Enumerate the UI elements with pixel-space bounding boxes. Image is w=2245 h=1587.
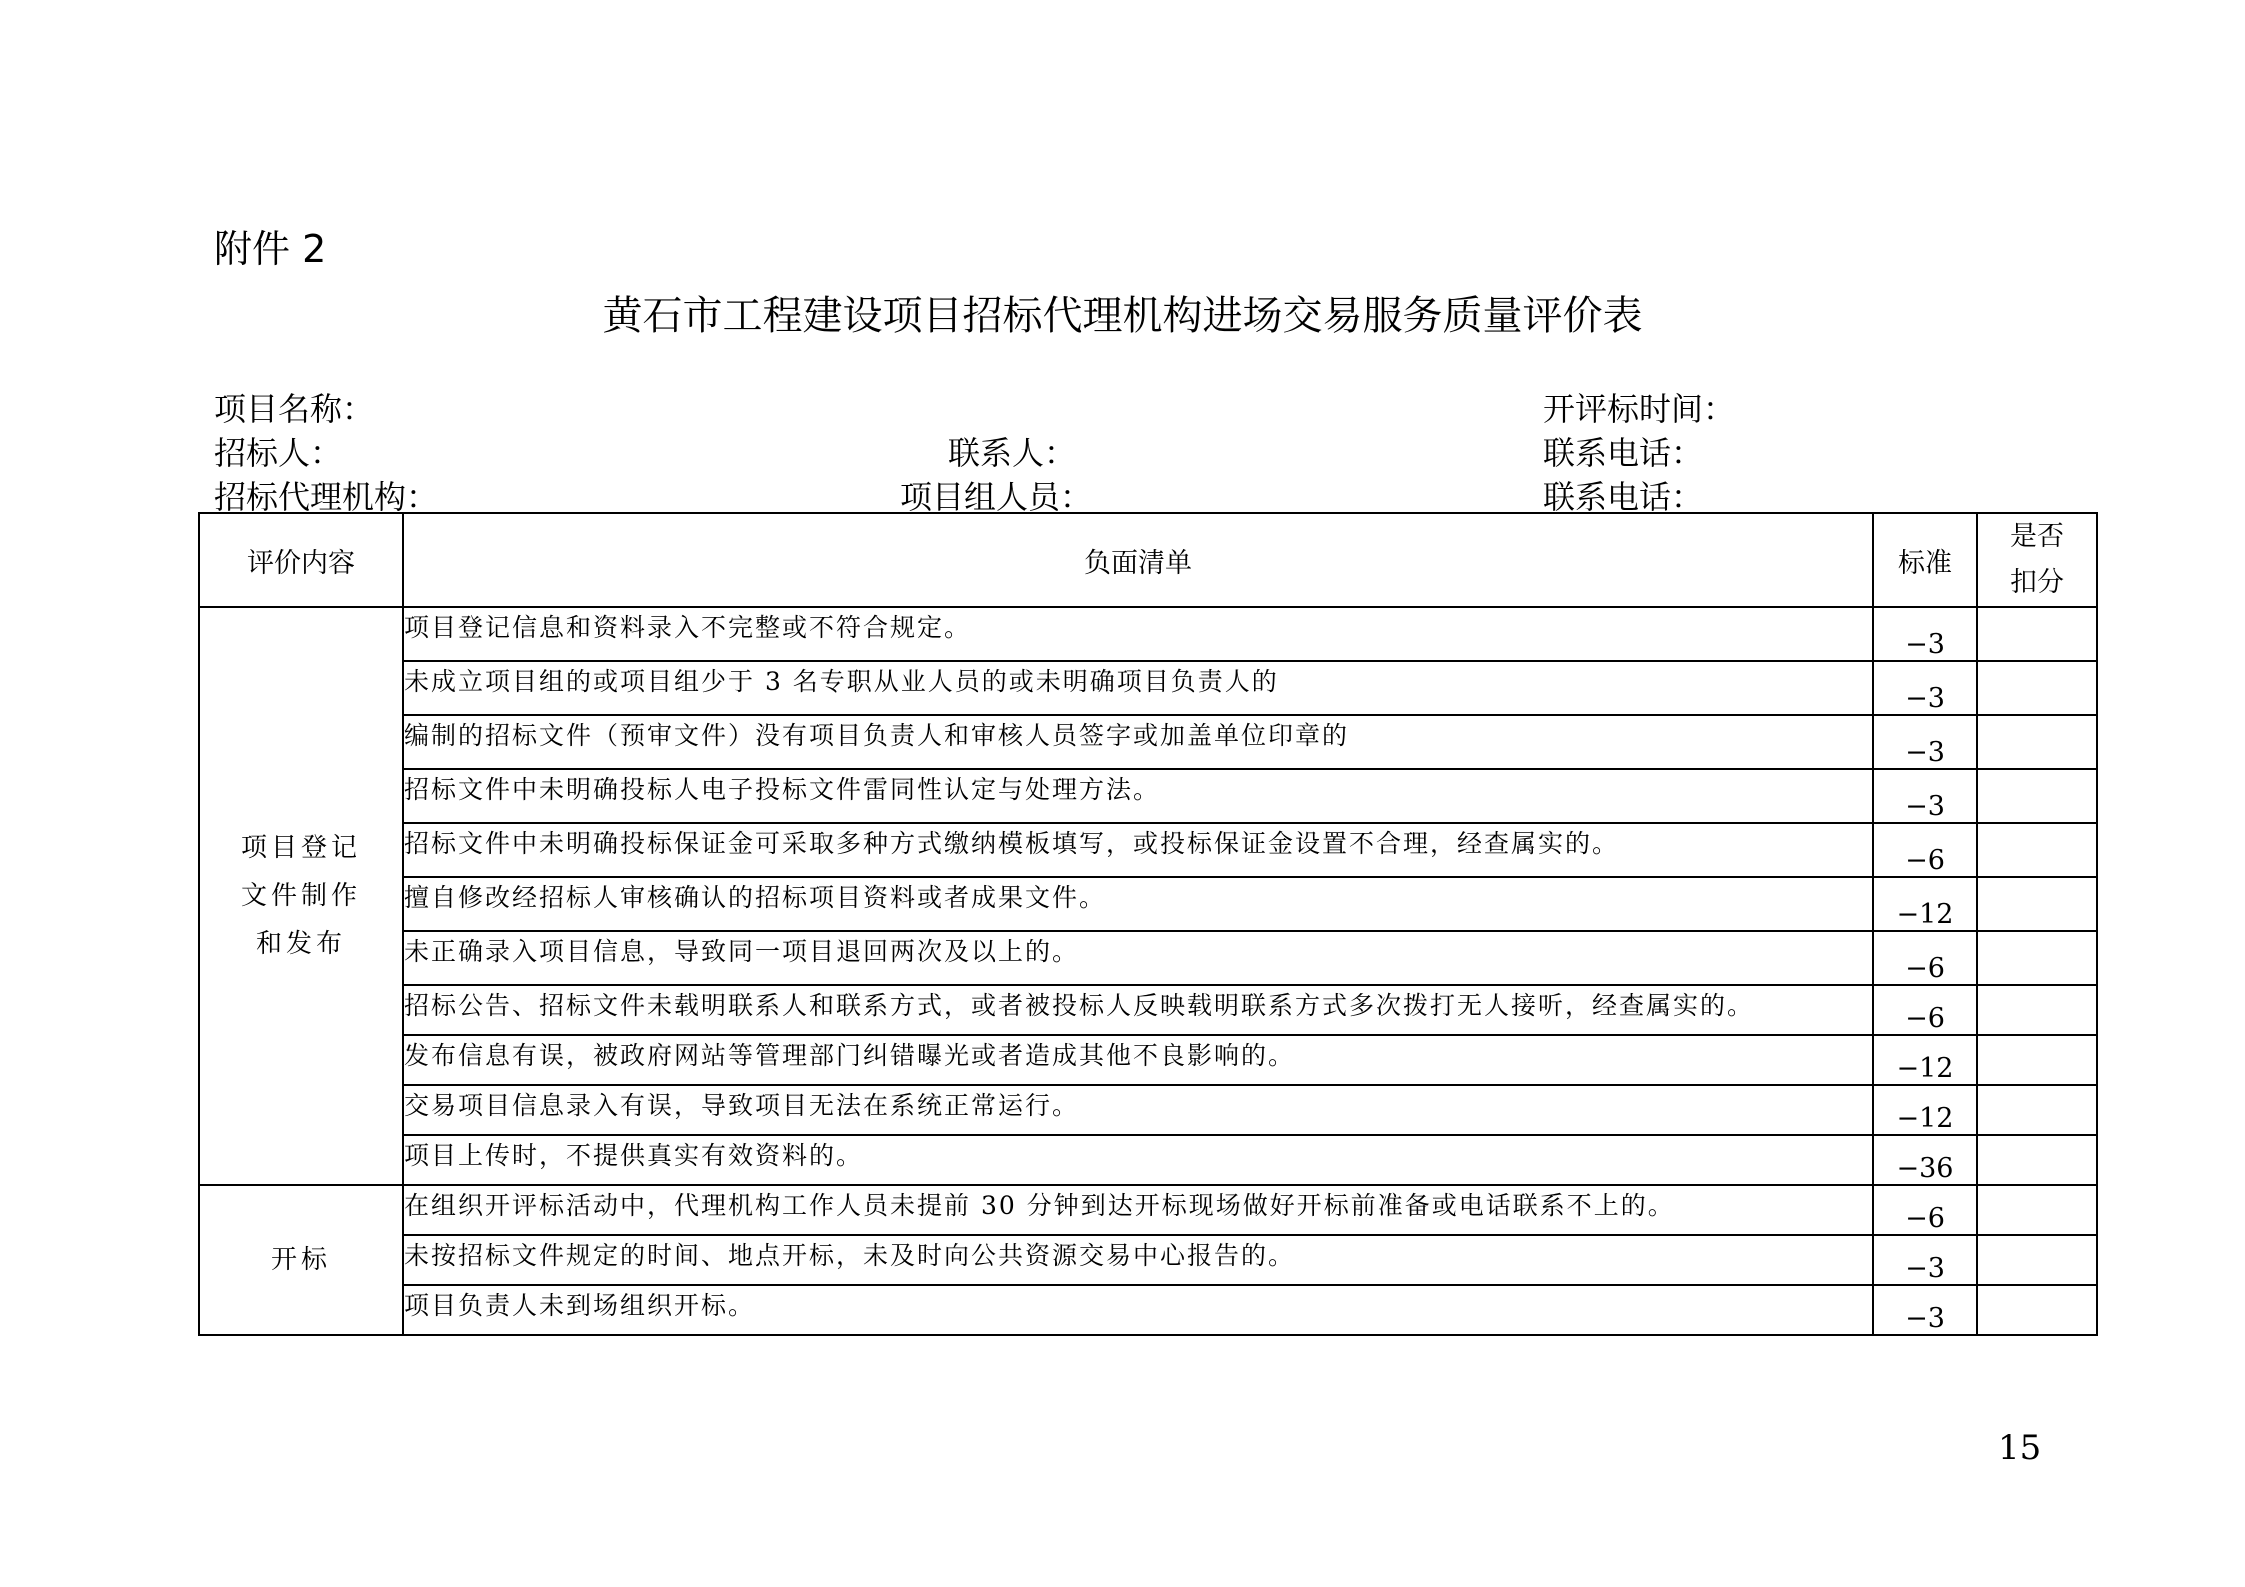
page-title: 黄石市工程建设项目招标代理机构进场交易服务质量评价表 [602,293,1643,339]
header-negative-list: 负面清单 [403,513,1873,607]
deduct-cell[interactable] [1977,1235,2097,1285]
table-row [199,607,2097,661]
meta-phone-2: 联系电话： [1543,478,1704,516]
meta-team: 项目组人员： [900,478,1093,516]
negative-item: 交易项目信息录入有误，导致项目无法在系统正常运行。 [403,1085,1873,1135]
standard-value: −6 [1873,1185,1977,1235]
standard-value: −6 [1873,823,1977,877]
standard-value: −36 [1873,1135,1977,1185]
standard-value: −3 [1873,1285,1977,1335]
category-cell [199,1185,403,1335]
category-line: 开标 [270,1245,331,1275]
negative-item: 发布信息有误，被政府网站等管理部门纠错曝光或者造成其他不良影响的。 [403,1035,1873,1085]
standard-value: −3 [1873,661,1977,715]
deduct-cell[interactable] [1977,931,2097,985]
meta-project-name: 项目名称： [214,390,375,428]
meta-agency: 招标代理机构： [214,478,439,516]
table-row [199,877,2097,931]
standard-value: −3 [1873,715,1977,769]
standard-value: −6 [1873,931,1977,985]
negative-item: 招标公告、招标文件未载明联系人和联系方式，或者被投标人反映载明联系方式多次拨打无人接听，经查属实的。 [403,985,1873,1035]
table-row [199,1185,2097,1235]
header-deduct-line2: 扣分 [2010,567,2064,598]
deduct-cell[interactable] [1977,1285,2097,1335]
meta-phone-1: 联系电话： [1543,434,1704,472]
table-row [199,769,2097,823]
negative-item: 项目登记信息和资料录入不完整或不符合规定。 [403,607,1873,661]
page-number: 15 [1998,1428,2042,1468]
negative-item: 未正确录入项目信息，导致同一项目退回两次及以上的。 [403,931,1873,985]
table-row [199,823,2097,877]
negative-item: 未成立项目组的或项目组少于 3 名专职从业人员的或未明确项目负责人的 [403,661,1873,715]
header-standard: 标准 [1873,513,1977,607]
category-cell [199,607,403,1185]
standard-value: −3 [1873,1235,1977,1285]
negative-item: 项目上传时，不提供真实有效资料的。 [403,1135,1873,1185]
deduct-cell[interactable] [1977,1035,2097,1085]
deduct-cell[interactable] [1977,985,2097,1035]
attachment-label: 附件 2 [214,227,327,271]
deduct-cell[interactable] [1977,1085,2097,1135]
table-row [199,985,2097,1035]
table-row [199,931,2097,985]
negative-item: 招标文件中未明确投标人电子投标文件雷同性认定与处理方法。 [403,769,1873,823]
standard-value: −6 [1873,985,1977,1035]
table-header-row [199,513,2097,607]
table-row [199,661,2097,715]
table-row [199,1285,2097,1335]
deduct-cell[interactable] [1977,877,2097,931]
deduct-cell[interactable] [1977,823,2097,877]
negative-item: 招标文件中未明确投标保证金可采取多种方式缴纳模板填写，或投标保证金设置不合理，经查属实的。 [403,823,1873,877]
meta-contact: 联系人： [948,434,1077,472]
deduct-cell[interactable] [1977,715,2097,769]
deduct-cell[interactable] [1977,661,2097,715]
table-row [199,1135,2097,1185]
deduct-cell[interactable] [1977,607,2097,661]
standard-value: −3 [1873,769,1977,823]
category-line: 文件制作 [240,881,361,911]
header-category: 评价内容 [199,513,403,607]
meta-bid-time: 开评标时间： [1543,390,1736,428]
header-deduct-line1: 是否 [2010,521,2064,552]
header-deduct [1977,513,2097,607]
category-line: 项目登记 [240,833,361,863]
table-row [199,1235,2097,1285]
deduct-cell[interactable] [1977,769,2097,823]
standard-value: −12 [1873,1035,1977,1085]
deduct-cell[interactable] [1977,1135,2097,1185]
evaluation-table [198,512,2098,1336]
negative-item: 擅自修改经招标人审核确认的招标项目资料或者成果文件。 [403,877,1873,931]
deduct-cell[interactable] [1977,1185,2097,1235]
table-row [199,1085,2097,1135]
negative-item: 项目负责人未到场组织开标。 [403,1285,1873,1335]
standard-value: −3 [1873,607,1977,661]
table-row [199,1035,2097,1085]
meta-tenderer: 招标人： [214,434,343,472]
negative-item: 在组织开评标活动中，代理机构工作人员未提前 30 分钟到达开标现场做好开标前准备或电话联系不上的。 [403,1185,1873,1235]
standard-value: −12 [1873,877,1977,931]
category-line: 和发布 [255,929,346,959]
standard-value: −12 [1873,1085,1977,1135]
negative-item: 编制的招标文件（预审文件）没有项目负责人和审核人员签字或加盖单位印章的 [403,715,1873,769]
table-row [199,715,2097,769]
negative-item: 未按招标文件规定的时间、地点开标，未及时向公共资源交易中心报告的。 [403,1235,1873,1285]
